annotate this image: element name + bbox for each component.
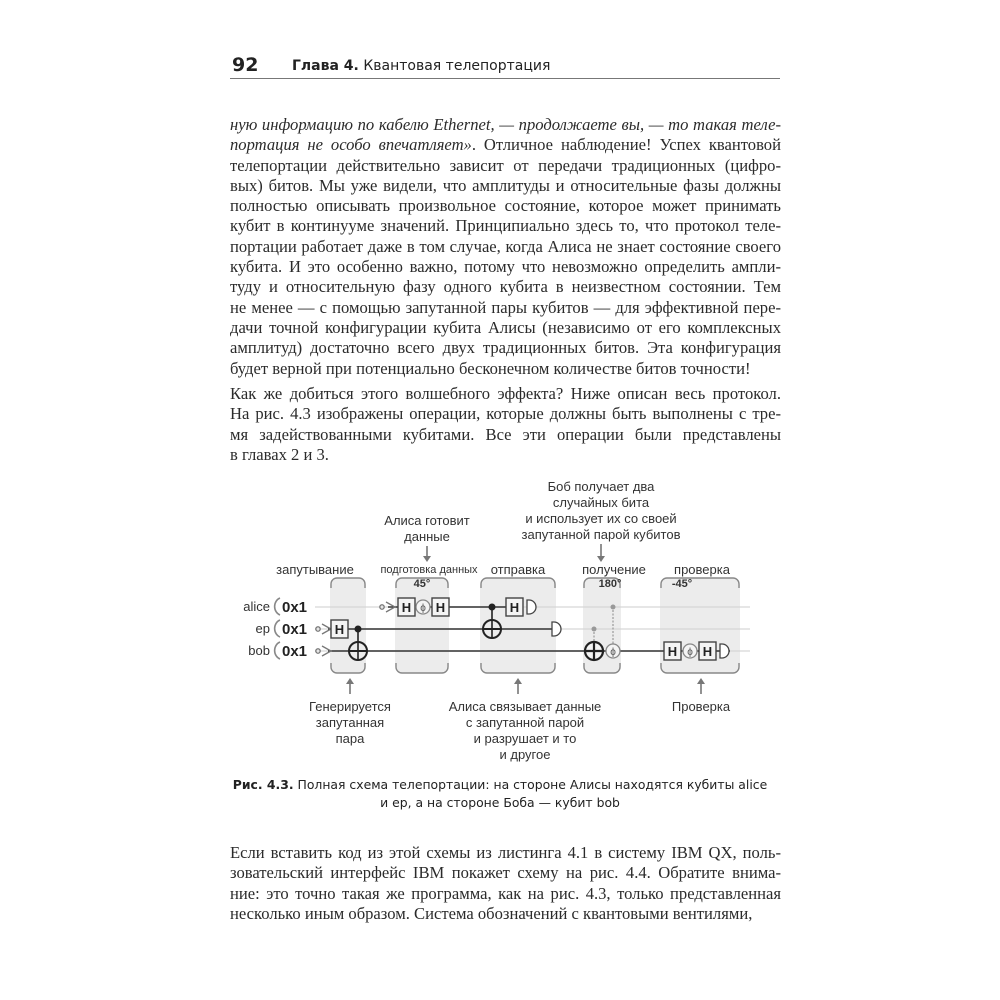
- chapter-heading: [292, 58, 550, 74]
- text-line: [230, 257, 781, 277]
- caption-label: Рис. 4.3.: [232, 777, 294, 792]
- annotation-alice-links-1: Алиса связывает данные: [448, 699, 602, 714]
- svg-text:H: H: [509, 600, 520, 615]
- circuit-diagram: [230, 470, 770, 780]
- annotation-alice-links-4: и другое: [499, 747, 551, 762]
- annotation-entangled-3: пара: [335, 731, 365, 746]
- text-line: [230, 445, 781, 465]
- teleportation-circuit-figure: [230, 470, 770, 780]
- text-line: [230, 904, 781, 924]
- arrow-up-icon: [697, 678, 705, 694]
- svg-text:H: H: [667, 644, 678, 659]
- plain-text: туду и относительную фазу одного кубита в неизвестном состоянии. Тем: [230, 277, 781, 297]
- hadamard-gate-alice-3: [506, 598, 523, 616]
- svg-text:H: H: [334, 622, 345, 637]
- qubit-label-bob: bob: [248, 643, 270, 658]
- italic-text: портация не особо впечатляет»: [230, 135, 472, 155]
- figure-caption: [230, 776, 770, 812]
- italic-text: ную информацию по кабелю Ethernet, — продолжаете вы, — то такая теле-: [230, 115, 781, 134]
- text-line: [230, 135, 781, 155]
- chapter-title: Квантовая телепортация: [363, 58, 551, 74]
- plain-text: мя задействованными кубитами. Все эти операции были представлены: [230, 424, 781, 444]
- hadamard-gate-alice-2: [432, 598, 449, 616]
- text-line: [230, 318, 781, 338]
- svg-text:H: H: [401, 600, 412, 615]
- text-line: [230, 338, 781, 358]
- qubit-value-bob: 0x1: [282, 643, 308, 660]
- stage-label-prepare: подготовка данных: [380, 564, 478, 576]
- text-line: [230, 115, 781, 135]
- text-line: [230, 277, 781, 297]
- annotation-alice-prepares-1: Алиса готовит: [384, 513, 470, 528]
- text-line: [230, 176, 781, 196]
- angle-label-180: 180°: [598, 578, 622, 590]
- hadamard-gate-bob-2: [699, 642, 716, 660]
- text-line: [230, 237, 781, 257]
- svg-text:H: H: [435, 600, 446, 615]
- annotation-bob-receives-3: и использует их со своей: [525, 511, 677, 526]
- annotation-bob-receives-4: запутанной парой кубитов: [521, 527, 681, 542]
- chapter-label: Глава 4.: [292, 58, 359, 74]
- qubit-value-alice: 0x1: [282, 599, 308, 616]
- plain-text: будет верной при потенциально бесконечном количестве битов точности!: [230, 358, 751, 378]
- text-line: [230, 425, 781, 445]
- stage-label-entangle: запутывание: [276, 562, 354, 577]
- arrow-up-icon: [514, 678, 522, 694]
- plain-text: телепортации действительно зависит от передачи традиционных (цифро-: [230, 155, 781, 175]
- svg-text:H: H: [702, 644, 713, 659]
- text-line: [230, 884, 781, 904]
- text-line: [230, 156, 781, 176]
- arrow-down-icon: [597, 544, 605, 562]
- measure-ep-icon: [552, 622, 561, 636]
- text-line: [230, 843, 781, 863]
- plain-text: портации работает даже в том случае, когда Алиса не знает состояние своего: [230, 236, 781, 256]
- svg-text:ϕ: ϕ: [687, 647, 693, 658]
- annotation-entangled-2: запутанная: [315, 715, 385, 730]
- annotation-alice-links-3: и разрушает и то: [473, 731, 577, 746]
- plain-text: амплитуд) достаточно всего двух традиционных битов. Эта конфигурация: [230, 338, 781, 358]
- plain-text: Как же добиться этого волшебного эффекта? Ниже описан весь протокол.: [230, 384, 781, 403]
- text-line: [230, 404, 781, 424]
- plain-text: . Отличное наблюдение! Успех квантовой: [471, 135, 781, 155]
- text-line: [230, 196, 781, 216]
- text-line: [230, 359, 781, 379]
- qubit-label-alice: alice: [243, 599, 270, 614]
- plain-text: ние: это точно такая же программа, как на рис. 4.3, только представленная: [230, 883, 781, 903]
- svg-text:ϕ: ϕ: [610, 647, 616, 658]
- hadamard-gate-alice-1: [398, 598, 415, 616]
- plain-text: вых) битов. Мы уже видели, что амплитуды и относительные фазы должны: [230, 175, 781, 195]
- annotation-entangled-1: Генерируется: [309, 699, 391, 714]
- phase-gate-alice: [416, 600, 430, 614]
- stage-label-send: отправка: [490, 562, 546, 577]
- caption-text-1: Полная схема телепортации: на стороне Алисы находятся кубиты alice: [293, 777, 768, 792]
- qubit-label-ep: ep: [255, 621, 270, 636]
- plain-text: не менее — с помощью запутанной пары кубитов — для эффективной пере-: [230, 297, 781, 317]
- hadamard-gate-ep: [331, 620, 348, 638]
- plain-text: кубит в континууме значений. Принципиально здесь то, что протокол теле-: [230, 216, 781, 236]
- plain-text: дачи точной конфигурации кубита Алисы (независимо от его комплексных: [230, 317, 781, 337]
- angle-label-minus45: -45°: [671, 578, 693, 590]
- phase-gate-bob: [683, 644, 697, 658]
- stage-label-receive: получение: [582, 562, 646, 577]
- text-line: [230, 216, 781, 236]
- paragraph-2: [230, 384, 781, 465]
- text-line: [230, 863, 781, 883]
- annotation-alice-prepares-2: данные: [404, 529, 450, 544]
- stage-label-verify: проверка: [674, 562, 730, 577]
- annotation-check: Проверка: [671, 699, 731, 714]
- annotation-bob-receives-2: случайных бита: [552, 495, 650, 510]
- page-number: 92: [232, 54, 259, 76]
- measure-alice-icon: [527, 600, 536, 614]
- arrow-down-icon: [423, 546, 431, 562]
- plain-text: На рис. 4.3 изображены операции, которые должны быть выполнены с тре-: [230, 404, 781, 424]
- qubit-value-ep: 0x1: [282, 621, 308, 638]
- svg-text:ϕ: ϕ: [420, 603, 426, 614]
- angle-label-45: 45°: [413, 578, 431, 590]
- paragraph-3: [230, 843, 781, 924]
- annotation-alice-links-2: с запутанной парой: [465, 715, 585, 730]
- plain-text: в главах 2 и 3.: [230, 444, 329, 464]
- text-line: [230, 384, 781, 404]
- caption-text-2: и ep, а на стороне Боба — кубит bob: [380, 795, 620, 810]
- text-line: [230, 298, 781, 318]
- hadamard-gate-bob-1: [664, 642, 681, 660]
- annotation-bob-receives-1: Боб получает два: [547, 479, 655, 494]
- measure-bob-icon: [720, 644, 729, 658]
- plain-text: Если вставить код из этой схемы из листинга 4.1 в систему IBM QX, поль-: [230, 843, 781, 862]
- plain-text: кубита. И это особенно важно, потому что невозможно определить ампли-: [230, 257, 781, 277]
- running-header: [230, 52, 780, 79]
- plain-text: полностью описывать произвольное состояние, которое может принимать: [230, 196, 781, 216]
- arrow-up-icon: [346, 678, 354, 694]
- paragraph-1: [230, 115, 781, 379]
- stage-box-prepare: [395, 578, 449, 673]
- plain-text: зовательский интерфейс IBM покажет схему на рис. 4.4. Обратите внима-: [230, 863, 781, 883]
- plain-text: несколько иным образом. Система обозначений с квантовыми вентилями,: [230, 903, 753, 923]
